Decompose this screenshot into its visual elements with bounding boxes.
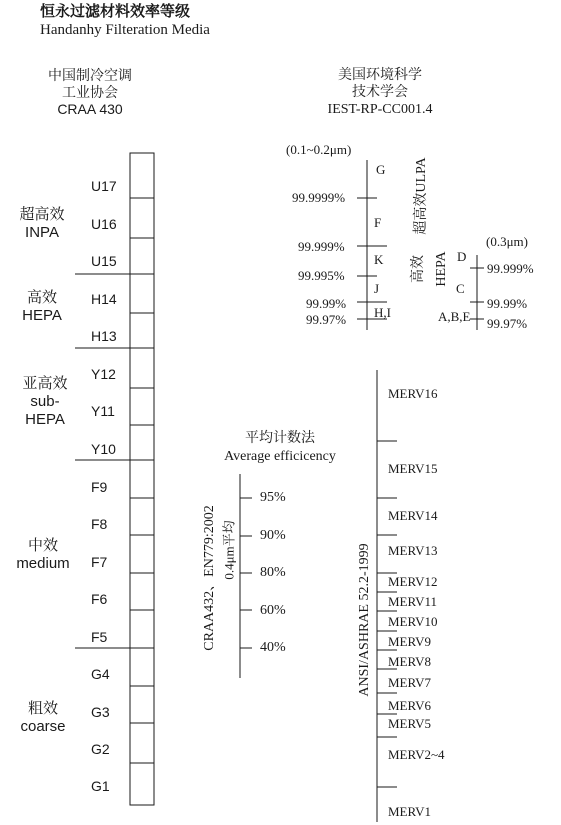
craa-level-label: U15 xyxy=(91,253,117,269)
category-hepa xyxy=(0,289,84,325)
category-label: HEPA xyxy=(25,411,65,428)
merv-label: MERV7 xyxy=(388,675,432,690)
iest-efficiency: 99.999% xyxy=(298,239,345,254)
category-label: INPA xyxy=(25,224,59,241)
iest-efficiency: 99.99% xyxy=(306,296,347,311)
craa-heading-line-3: CRAA 430 xyxy=(57,101,123,117)
hepa-class-label: A,B,E xyxy=(438,309,471,324)
merv-label: MERV13 xyxy=(388,543,438,558)
merv-label: MERV10 xyxy=(388,614,438,629)
craa-level-label: Y10 xyxy=(91,441,116,457)
category-label: 亚高效 xyxy=(22,375,68,392)
category-label: medium xyxy=(16,555,70,572)
craa-level-label: Y11 xyxy=(91,403,115,419)
title-en: Handanhy Filteration Media xyxy=(40,22,210,38)
craa-level-label: G2 xyxy=(91,741,110,757)
craa-level-label: G4 xyxy=(91,666,110,682)
merv-label: MERV12 xyxy=(388,574,438,589)
category-medium xyxy=(0,537,86,573)
craa-heading-line-1: 中国制冷空调 xyxy=(48,67,132,83)
iest-class-label: J xyxy=(374,281,380,296)
iest-class-label: K xyxy=(374,252,384,267)
iest-efficiency: 99.97% xyxy=(306,312,347,327)
category-label: coarse xyxy=(20,718,66,735)
craa-level-label: F9 xyxy=(91,479,108,495)
iest-heading-line-2: 技术学会 xyxy=(352,85,408,100)
merv-label: MERV8 xyxy=(388,654,432,669)
craa-level-label: Y12 xyxy=(91,366,116,382)
average-tick-label: 90% xyxy=(260,528,286,543)
iest-class-label: G xyxy=(376,162,386,177)
merv-label: MERV16 xyxy=(388,386,438,401)
hepa-en-vertical-label: HEPA xyxy=(434,251,449,287)
hepa-class-label: C xyxy=(456,281,465,296)
average-title-en: Average efficicency xyxy=(224,449,336,464)
ashrae-vertical-label: ANSI/ASHRAE 52.2-1999 xyxy=(357,543,372,697)
average-title-cn: 平均计数法 xyxy=(245,431,315,446)
craa-level-label: F6 xyxy=(91,591,108,607)
craa-level-label: H13 xyxy=(91,328,117,344)
merv-label: MERV9 xyxy=(388,634,432,649)
category-sub-hepa xyxy=(0,375,90,429)
hepa-efficiency: 99.97% xyxy=(487,316,528,331)
category-ultra-high xyxy=(0,206,84,242)
iest-particle-range: (0.1~0.2μm) xyxy=(286,142,352,157)
merv-label: MERV14 xyxy=(388,508,438,523)
merv-label: MERV1 xyxy=(388,804,432,819)
iest-efficiency: 99.995% xyxy=(298,268,345,283)
merv-label: MERV6 xyxy=(388,698,432,713)
category-label: HEPA xyxy=(22,307,62,324)
craa-level-label: U16 xyxy=(91,216,117,232)
iest-class-label: H,I xyxy=(374,305,391,320)
average-tick-label: 95% xyxy=(260,490,286,505)
average-tick-label: 40% xyxy=(260,640,286,655)
hepa-cn-vertical-label: 高效 xyxy=(411,255,426,283)
craa-level-label: G3 xyxy=(91,704,110,720)
craa-level-label: F5 xyxy=(91,629,108,645)
craa-level-label: H14 xyxy=(91,291,117,307)
average-heading xyxy=(210,430,350,466)
iest-heading xyxy=(290,67,470,118)
hepa-efficiency: 99.999% xyxy=(487,261,534,276)
iest-heading-line-1: 美国环境科学 xyxy=(338,68,422,83)
category-coarse xyxy=(0,700,86,736)
iest-class-label: F xyxy=(374,215,382,230)
average-tick-label: 80% xyxy=(260,565,286,580)
merv-label: MERV11 xyxy=(388,594,438,609)
title-cn: 恒永过滤材料效率等级 xyxy=(40,3,191,20)
merv-label: MERV15 xyxy=(388,461,438,476)
category-label: 中效 xyxy=(27,537,58,554)
iest-heading-line-3: IEST-RP-CC001.4 xyxy=(327,102,433,117)
hepa-efficiency: 99.99% xyxy=(487,296,528,311)
ulpa-vertical-label: 超高效ULPA xyxy=(414,157,429,235)
category-label: 高效 xyxy=(26,289,57,306)
category-label: 超高效 xyxy=(19,206,65,223)
category-label: 粗效 xyxy=(27,700,58,717)
average-tick-label: 60% xyxy=(260,603,286,618)
merv-label: MERV2~4 xyxy=(388,747,445,762)
iest-efficiency: 99.9999% xyxy=(292,190,346,205)
average-vertical-label-2: 0.4μm平均 xyxy=(221,520,237,580)
craa-level-label: F7 xyxy=(91,554,108,570)
hepa-particle-size: (0.3μm) xyxy=(486,234,528,249)
category-label: sub- xyxy=(30,393,60,410)
average-vertical-label-1: CRAA432、EN779:2002 xyxy=(202,505,217,651)
craa-scale-box xyxy=(130,153,154,805)
merv-label: MERV5 xyxy=(388,716,432,731)
craa-heading-line-2: 工业协会 xyxy=(62,84,118,100)
craa-level-label: F8 xyxy=(91,516,108,532)
hepa-class-label: D xyxy=(457,249,467,264)
craa-level-label: U17 xyxy=(91,178,117,194)
craa-level-label: G1 xyxy=(91,778,110,794)
